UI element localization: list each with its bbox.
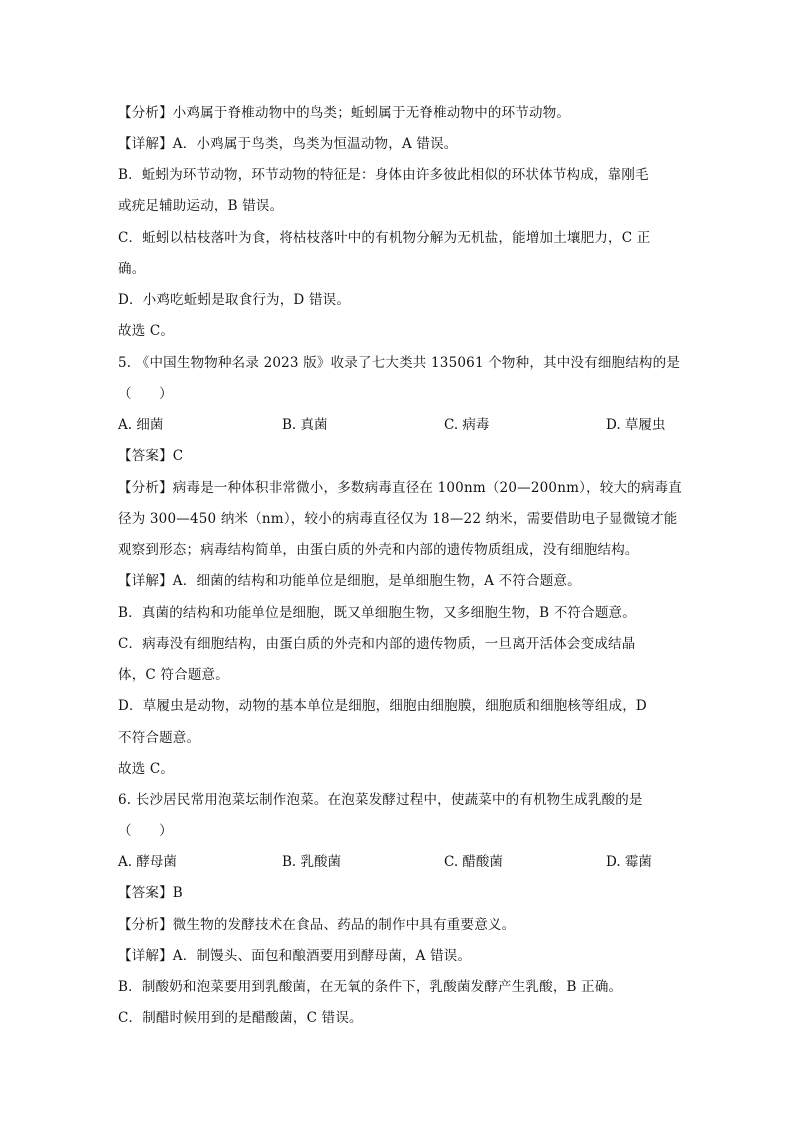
q6-option-b: B. 乳酸菌 xyxy=(282,854,342,870)
question-5-stem: 5. 《中国生物物种名录 2023 版》收录了七大类共 135061 个物种，其中没有细胞结构的是 xyxy=(118,355,681,371)
q6-option-a: A. 酵母菌 xyxy=(118,854,177,870)
text-line: D．草履虫是动物，动物的基本单位是细胞，细胞由细胞膜，细胞质和细胞核等组成，D xyxy=(118,698,647,714)
text-line: 【详解】A．细菌的结构和功能单位是细胞，是单细胞生物，A 不符合题意。 xyxy=(118,573,581,589)
text-line: 故选 C。 xyxy=(118,761,175,777)
q6-option-c: C. 醋酸菌 xyxy=(444,854,503,870)
q5-option-c: C. 病毒 xyxy=(444,417,490,433)
text-line: 【详解】A．制馒头、面包和酿酒要用到酵母菌，A 错误。 xyxy=(118,948,472,964)
text-line: 径为 300—450 纳米（nm），较小的病毒直径仅为 18—22 纳米，需要借助电子显微镜才能 xyxy=(118,511,678,527)
question-6-blank: （ ） xyxy=(118,823,173,839)
q6-answer: 【答案】B xyxy=(118,885,183,901)
q5-answer: 【答案】C xyxy=(118,448,184,464)
text-line: B．制酸奶和泡菜要用到乳酸菌，在无氧的条件下，乳酸菌发酵产生乳酸，B 正确。 xyxy=(118,979,623,995)
q5-option-d: D. 草履虫 xyxy=(606,417,666,433)
text-line: 【分析】微生物的发酵技术在食品、药品的制作中具有重要意义。 xyxy=(118,917,516,933)
text-line: 确。 xyxy=(118,261,146,277)
text-line: 体，C 符合题意。 xyxy=(118,667,229,683)
q5-option-a: A. 细菌 xyxy=(118,417,164,433)
q6-option-d: D. 霉菌 xyxy=(606,854,652,870)
text-line: C．病毒没有细胞结构，由蛋白质的外壳和内部的遗传物质，一旦离开活体会变成结晶 xyxy=(118,636,636,652)
question-6-stem: 6. 长沙居民常用泡菜坛制作泡菜。在泡菜发酵过程中，使蔬菜中的有机物生成乳酸的是 xyxy=(118,792,643,808)
text-line: 【详解】A．小鸡属于鸟类，鸟类为恒温动物，A 错误。 xyxy=(118,136,458,152)
text-line: B．蚯蚓为环节动物，环节动物的特征是：身体由许多彼此相似的环状体节构成，靠刚毛 xyxy=(118,167,649,183)
text-line: 【分析】小鸡属于脊椎动物中的鸟类；蚯蚓属于无脊椎动物中的环节动物。 xyxy=(118,105,571,121)
text-line: C．蚯蚓以枯枝落叶为食，将枯枝落叶中的有机物分解为无机盐，能增加土壤肥力，C 正 xyxy=(118,230,651,246)
text-line: 观察到形态；病毒结构简单，由蛋白质的外壳和内部的遗传物质组成，没有细胞结构。 xyxy=(118,542,639,558)
text-line: B．真菌的结构和功能单位是细胞，既又单细胞生物，又多细胞生物，B 不符合题意。 xyxy=(118,605,636,621)
text-line: D．小鸡吃蚯蚓是取食行为，D 错误。 xyxy=(118,292,351,308)
text-line: 或疣足辅助运动，B 错误。 xyxy=(118,198,284,214)
q5-option-b: B. 真菌 xyxy=(282,417,328,433)
text-line: 【分析】病毒是一种体积非常微小，多数病毒直径在 100nm（20—200nm），较大的病毒直 xyxy=(118,480,682,496)
text-line: 故选 C。 xyxy=(118,323,175,339)
text-line: 不符合题意。 xyxy=(118,730,201,746)
question-5-blank: （ ） xyxy=(118,386,173,402)
text-line: C．制醋时候用到的是醋酸菌，C 错误。 xyxy=(118,1010,363,1026)
